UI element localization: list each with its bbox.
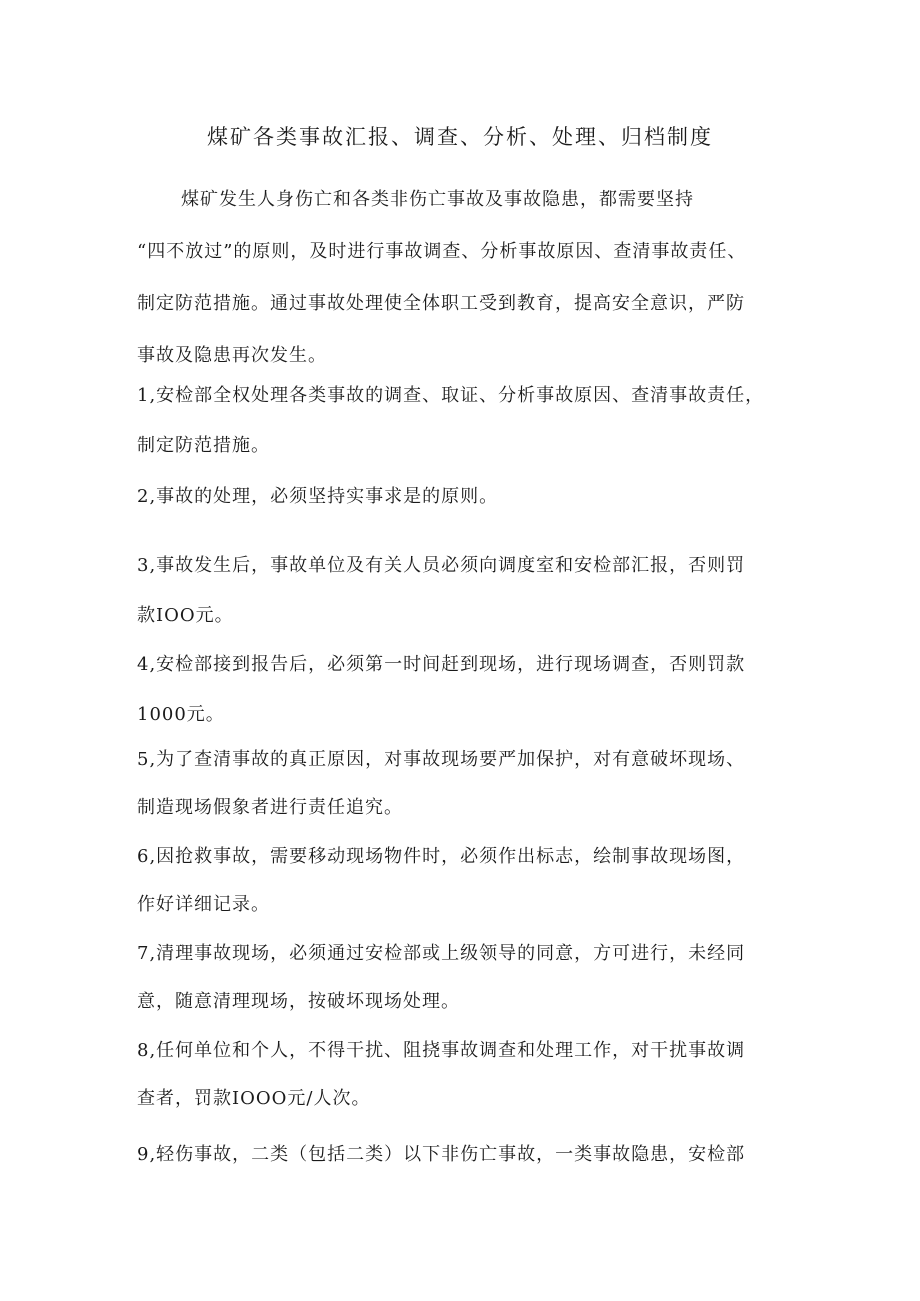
clause-9 [137, 1140, 809, 1170]
intro-line: 制定防范措施。通过事故处理使全体职工受到教育，提高安全意识，严防 [137, 293, 745, 314]
clause-5 [137, 745, 809, 825]
clause-line: 9,轻伤事故，二类（包括二类）以下非伤亡事故，一类事故隐患，安检部 [137, 1144, 746, 1165]
clause-line: 4,安检部接到报告后，必须第一时间赶到现场，进行现场调查，否则罚款 [137, 654, 746, 675]
clause-line: 5,为了查清事故的真正原因，对事故现场要严加保护，对有意破坏现场、 [137, 749, 746, 770]
clause-line: 作好详细记录。 [137, 894, 270, 915]
clause-line: 7,清理事故现场，必须通过安检部或上级领导的同意，方可进行，未经同 [137, 943, 746, 964]
clause-4 [137, 650, 809, 730]
intro-paragraph [137, 185, 809, 365]
clause-2 [137, 482, 809, 512]
clause-line: 6,因抢救事故，需要移动现场物件时，必须作出标志，绘制事故现场图， [137, 846, 746, 867]
clause-line: 2,事故的处理，必须坚持实事求是的原则。 [137, 486, 499, 507]
intro-line: 事故及隐患再次发生。 [137, 345, 327, 366]
intro-line: 煤矿发生人身伤亡和各类非伤亡事故及事故隐患，都需要坚持 [181, 189, 694, 210]
clause-line: 制定防范措施。 [137, 435, 270, 456]
clause-8 [137, 1036, 809, 1116]
clause-line: 查者，罚款IOOO元/人次。 [137, 1088, 371, 1109]
clause-line: 3,事故发生后，事故单位及有关人员必须向调度室和安检部汇报，否则罚 [137, 555, 746, 576]
clause-line: 款IOO元。 [137, 605, 234, 626]
clause-line: 制造现场假象者进行责任追究。 [137, 797, 403, 818]
clause-3 [137, 551, 809, 631]
intro-line: “四不放过”的原则，及时进行事故调查、分析事故原因、查清事故责任、 [137, 241, 747, 262]
clause-line: 意，随意清理现场，按破坏现场处理。 [137, 991, 460, 1012]
clause-line: 1,安检部全权处理各类事故的调查、取证、分析事故原因、查清事故责任， [137, 385, 765, 406]
clause-line: 1000元。 [137, 704, 225, 725]
document-title: 煤矿各类事故汇报、调查、分析、处理、归档制度 [207, 125, 713, 149]
clause-1 [137, 381, 809, 461]
clause-line: 8,任何单位和个人，不得干扰、阻挠事故调查和处理工作，对干扰事故调 [137, 1040, 746, 1061]
clause-6 [137, 842, 809, 922]
clause-7 [137, 939, 809, 1019]
